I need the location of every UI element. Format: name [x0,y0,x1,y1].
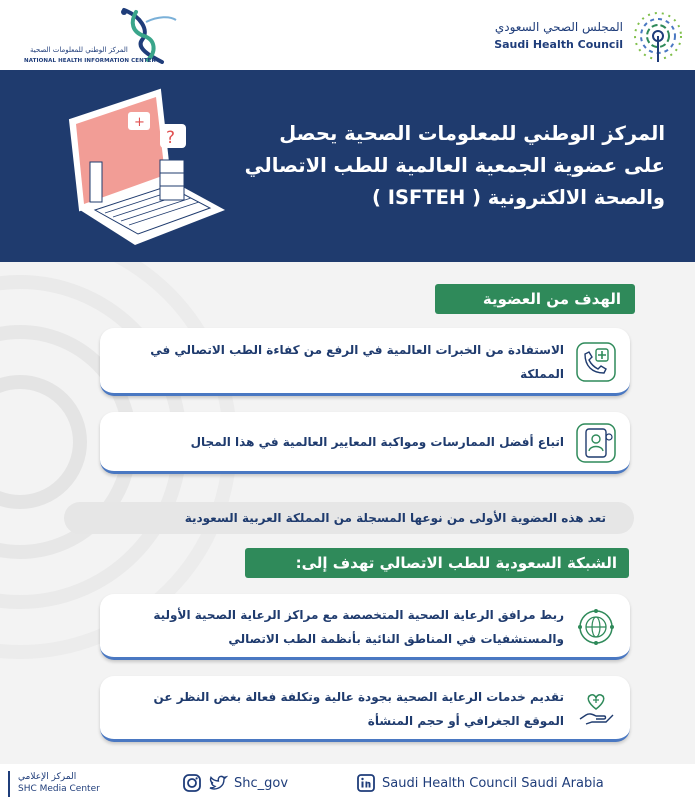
media-center-en: SHC Media Center [18,784,100,794]
shc-radar-logo-icon [631,8,685,64]
nhic-name-en: NATIONAL HEALTH INFORMATION CENTER [24,58,156,64]
globe-network-icon [576,607,616,647]
goal-card-text: الاستفادة من الخبرات العالمية في الرفع من كفاءة الطب الاتصالي في المملكة [150,343,564,381]
goal-card-text: اتباع أفضل الممارسات ومواكبة المعايير العالمية في هذا المجال [190,435,564,449]
mobile-doctor-icon [576,423,616,463]
banner-title: المركز الوطني للمعلومات الصحية يحصل على عضوية الجمعية العالمية للطب الاتصالي والصحة الالكترونية ( ISFTEH ) [244,122,665,209]
nhic-logo [10,6,180,64]
instagram-icon[interactable] [182,773,202,793]
svg-text:+: + [134,115,145,130]
main-content [0,262,695,764]
hand-heart-icon [576,689,616,729]
header [0,0,695,70]
membership-goal-heading: الهدف من العضوية [435,284,635,314]
twitter-icon[interactable] [208,773,228,793]
social-handles [182,773,288,793]
social-handle-text[interactable]: Shc_gov [234,775,289,791]
banner [0,70,695,262]
shc-logo [485,8,685,64]
shc-name-ar: المجلس الصحي السعودي [494,20,623,34]
laptop-telehealth-illustration-icon [50,80,230,250]
linkedin-icon[interactable] [356,773,376,793]
nhic-name-ar: المركز الوطني للمعلومات الصحية [30,46,128,54]
linkedin-link[interactable] [356,773,604,793]
media-center-ar: المركز الإعلامي [18,772,77,782]
telemedicine-phone-icon [576,342,616,382]
network-card [100,676,630,742]
dna-logo-icon [110,6,180,64]
svg-text:?: ? [166,128,176,148]
network-card [100,594,630,660]
first-membership-note: تعد هذه العضوية الأولى من نوعها المسجلة من المملكة العربية السعودية [64,502,634,534]
network-card-text: تقديم خدمات الرعاية الصحية بجودة عالية وتكلفة فعالة بغض النظر عن الموقع الجغرافي أو حجم المنشأة [153,690,564,728]
shc-name-en: Saudi Health Council [494,38,623,51]
media-center-label [8,771,118,797]
footer [0,764,695,800]
goal-card [100,328,630,396]
linkedin-text[interactable]: Saudi Health Council Saudi Arabia [382,775,604,791]
network-card-text: ربط مرافق الرعاية الصحية المتخصصة مع مراكز الرعاية الصحية الأولية والمستشفيات في المناطق النائية بأنظمة الطب الاتصالي [153,608,564,646]
network-heading: الشبكة السعودية للطب الاتصالي تهدف إلى: [245,548,629,578]
goal-card [100,412,630,474]
